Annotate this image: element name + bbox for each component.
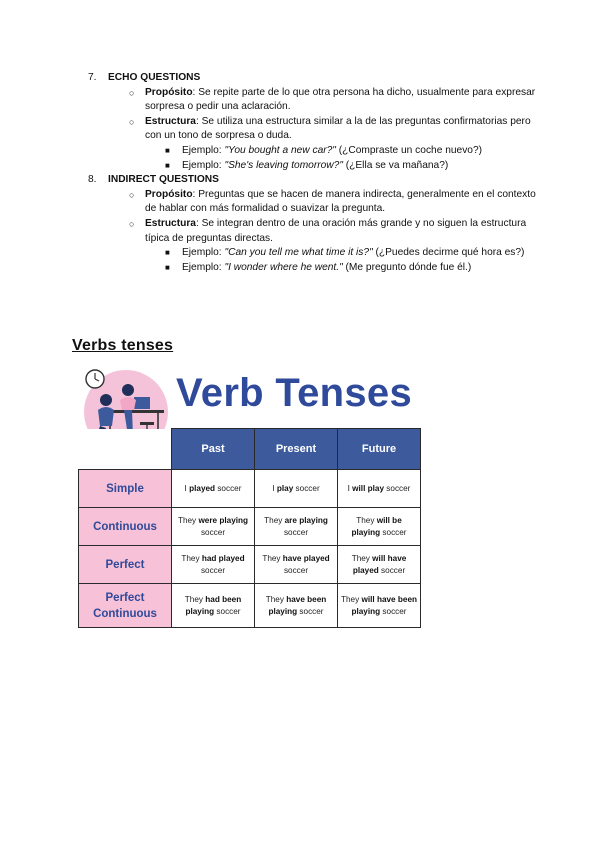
verb-form: have played	[282, 553, 330, 563]
bullet-estructura	[88, 115, 538, 144]
sentence-text: soccer	[200, 527, 226, 537]
row-label: Simple	[79, 470, 172, 508]
hollow-circle-bullet-icon: ○	[129, 218, 135, 229]
example-spanish: (¿Ella se va mañana?)	[342, 159, 449, 171]
table-row-continuous	[79, 508, 421, 546]
square-bullet-icon: ■	[165, 145, 170, 155]
infographic-title: Verb Tenses	[176, 371, 413, 415]
tense-example-cell	[338, 470, 421, 508]
section-title: ECHO QUESTIONS	[108, 72, 201, 83]
section-number: 7.	[88, 72, 97, 83]
table-row-perfect-continuous	[79, 584, 421, 628]
example-english: "You bought a new car?"	[224, 144, 336, 156]
tense-example-cell	[172, 470, 255, 508]
example-item	[88, 246, 538, 261]
verb-form: will have played	[352, 553, 407, 575]
square-bullet-icon: ■	[165, 262, 170, 272]
verb-form: will have been playing	[351, 594, 417, 616]
example-prefix: Ejemplo:	[182, 159, 225, 171]
sentence-text: soccer	[380, 527, 407, 537]
tense-example-cell	[338, 546, 421, 584]
bullet-text: : Se repite parte de lo que otra persona ha dicho, usualmente para expresar sorpresa o pedir una aclaración.	[145, 86, 536, 113]
sentence-text: I	[272, 483, 277, 493]
verb-tenses-infographic	[76, 366, 422, 642]
sentence-text: They	[181, 553, 202, 563]
verb-form: have been playing	[268, 594, 327, 616]
section-heading	[88, 71, 538, 86]
sentence-text: They	[177, 515, 199, 525]
sentence-text: soccer	[215, 483, 242, 493]
table-row-perfect	[79, 546, 421, 584]
table-body	[79, 470, 421, 628]
bullet-label: Estructura	[145, 115, 196, 127]
section-heading	[88, 173, 538, 188]
hollow-circle-bullet-icon: ○	[129, 87, 135, 98]
example-spanish: (¿Compraste un coche nuevo?)	[335, 144, 483, 156]
section-number: 8.	[88, 174, 97, 186]
bullet-label: Estructura	[145, 217, 196, 229]
sentence-text: They	[184, 594, 206, 604]
bullet-estructura	[88, 217, 538, 246]
table-header-row	[79, 429, 421, 470]
sentence-text: They	[351, 553, 373, 563]
sentence-text: soccer	[293, 483, 320, 493]
row-label: Continuous	[79, 508, 172, 546]
bullet-text: : Se utiliza una estructura similar a la de las preguntas confirmatorias pero con un tono de sorpresa o duda.	[145, 115, 531, 142]
tense-example-cell	[255, 470, 338, 508]
sentence-text: They	[262, 553, 283, 563]
sentence-text: soccer	[283, 565, 309, 575]
section-title: INDIRECT QUESTIONS	[108, 174, 219, 186]
hollow-circle-bullet-icon: ○	[129, 116, 135, 127]
section-indirect-questions	[88, 173, 538, 275]
sentence-text: I	[347, 483, 353, 493]
example-spanish: (Me pregunto dónde fue él.)	[342, 261, 472, 273]
tense-example-cell	[172, 584, 255, 628]
row-label: Perfect Continuous	[79, 584, 172, 628]
example-item	[88, 261, 538, 276]
row-label: Perfect	[79, 546, 172, 584]
table-corner	[79, 429, 172, 470]
bullet-label: Propósito	[145, 188, 193, 200]
verb-form: play	[276, 483, 294, 493]
tense-example-cell	[172, 508, 255, 546]
verb-form: were playing	[198, 515, 249, 525]
sentence-text: soccer	[214, 606, 241, 616]
example-item	[88, 159, 538, 174]
verb-tenses-table	[78, 428, 421, 628]
column-header-past: Past	[172, 429, 255, 470]
tense-example-cell	[255, 584, 338, 628]
sentence-text: soccer	[384, 483, 411, 493]
question-types-list	[88, 71, 538, 275]
sentence-text: They	[341, 594, 362, 604]
example-prefix: Ejemplo:	[182, 261, 225, 273]
verb-form: are playing	[284, 515, 328, 525]
column-header-present: Present	[255, 429, 338, 470]
section-heading-verbs-tenses: Verbs tenses	[72, 337, 174, 354]
verb-form: will be playing	[351, 515, 402, 537]
example-item	[88, 144, 538, 159]
verb-form: had played	[201, 553, 245, 563]
example-prefix: Ejemplo:	[182, 144, 225, 156]
verb-form: will play	[352, 483, 385, 493]
sentence-text: They	[264, 515, 285, 525]
tense-example-cell	[255, 508, 338, 546]
example-english: "She's leaving tomorrow?"	[224, 159, 343, 171]
sentence-text: soccer	[378, 565, 406, 575]
verb-form: played	[189, 483, 216, 493]
sentence-text: I	[184, 483, 190, 493]
bullet-text: : Preguntas que se hacen de manera indirecta, generalmente en el contexto de hablar con más formalidad o suavizar la pregunta.	[145, 188, 536, 215]
example-english: "Can you tell me what time it is?"	[224, 247, 373, 259]
sentence-text: They	[356, 515, 377, 525]
bullet-proposito	[88, 86, 538, 115]
bullet-proposito	[88, 188, 538, 217]
square-bullet-icon: ■	[165, 160, 170, 170]
verb-form: had been playing	[185, 594, 242, 616]
sentence-text: soccer	[200, 565, 226, 575]
tense-example-cell	[338, 508, 421, 546]
sentence-text: soccer	[283, 527, 309, 537]
tense-example-cell	[255, 546, 338, 584]
sentence-text: soccer	[297, 606, 324, 616]
tense-example-cell	[338, 584, 421, 628]
square-bullet-icon: ■	[165, 248, 170, 258]
example-prefix: Ejemplo:	[182, 247, 225, 259]
bullet-text: : Se integran dentro de una oración más grande y no siguen la estructura típica de preguntas directas.	[145, 217, 527, 244]
sentence-text: They	[265, 594, 287, 604]
example-english: "I wonder where he went."	[224, 261, 343, 273]
hollow-circle-bullet-icon: ○	[129, 189, 135, 200]
tense-example-cell	[172, 546, 255, 584]
column-header-future: Future	[338, 429, 421, 470]
table-row-simple	[79, 470, 421, 508]
sentence-text: soccer	[380, 606, 407, 616]
bullet-label: Propósito	[145, 86, 193, 98]
section-echo-questions	[88, 71, 538, 173]
example-spanish: (¿Puedes decirme qué hora es?)	[372, 247, 525, 259]
